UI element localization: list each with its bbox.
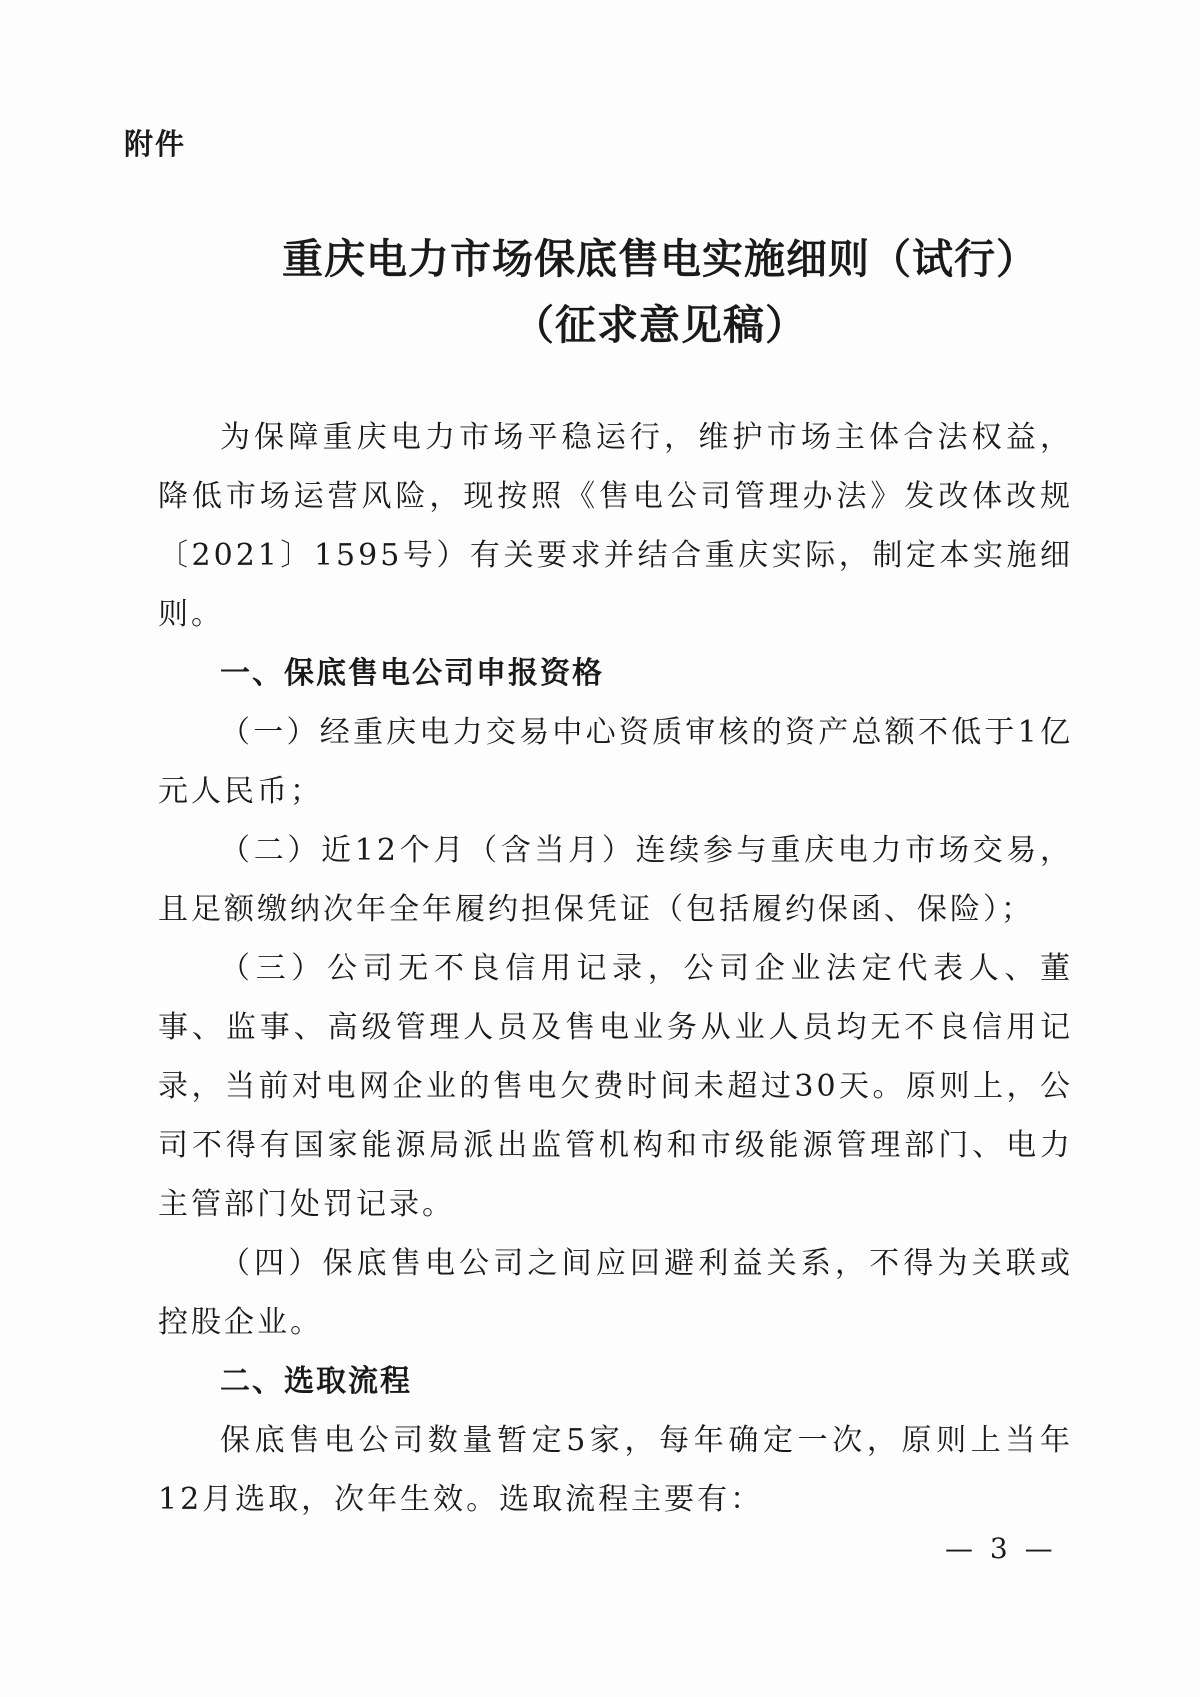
intro-paragraph: 为保障重庆电力市场平稳运行，维护市场主体合法权益，降低市场运营风险，现按照《售电公司管理办法》发改体改规〔2021〕1595号）有关要求并结合重庆实际，制定本实施细则。 — [158, 420, 1073, 632]
selection-paragraph: 保底售电公司数量暂定5家，每年确定一次，原则上当年12月选取，次年生效。选取流程主要有： — [158, 1423, 1073, 1517]
section-heading-selection: 二、选取流程 — [220, 1364, 412, 1399]
document-title: 重庆电力市场保底售电实施细则（试行） — [282, 235, 1038, 283]
qualification-item-2: （二）近12个月（含当月）连续参与重庆电力市场交易，且足额缴纳次年全年履约担保凭证（包括履约保函、保险）； — [158, 833, 1073, 927]
document-body — [158, 408, 1073, 1529]
attachment-label: 附件 — [124, 127, 187, 161]
document-subtitle: （征求意见稿） — [513, 301, 807, 349]
page-number: — 3 — — [945, 1532, 1057, 1565]
section-heading-qualifications: 一、保底售电公司申报资格 — [220, 656, 604, 691]
qualification-item-3: （三）公司无不良信用记录，公司企业法定代表人、董事、监事、高级管理人员及售电业务从业人员均无不良信用记录，当前对电网企业的售电欠费时间未超过30天。原则上，公司不得有国家能源局派出监管机构和市级能源管理部门、电力主管部门处罚记录。 — [158, 951, 1073, 1222]
qualification-item-4: （四）保底售电公司之间应回避利益关系，不得为关联或控股企业。 — [158, 1246, 1073, 1340]
qualification-item-1: （一）经重庆电力交易中心资质审核的资产总额不低于1亿元人民币； — [158, 715, 1073, 809]
